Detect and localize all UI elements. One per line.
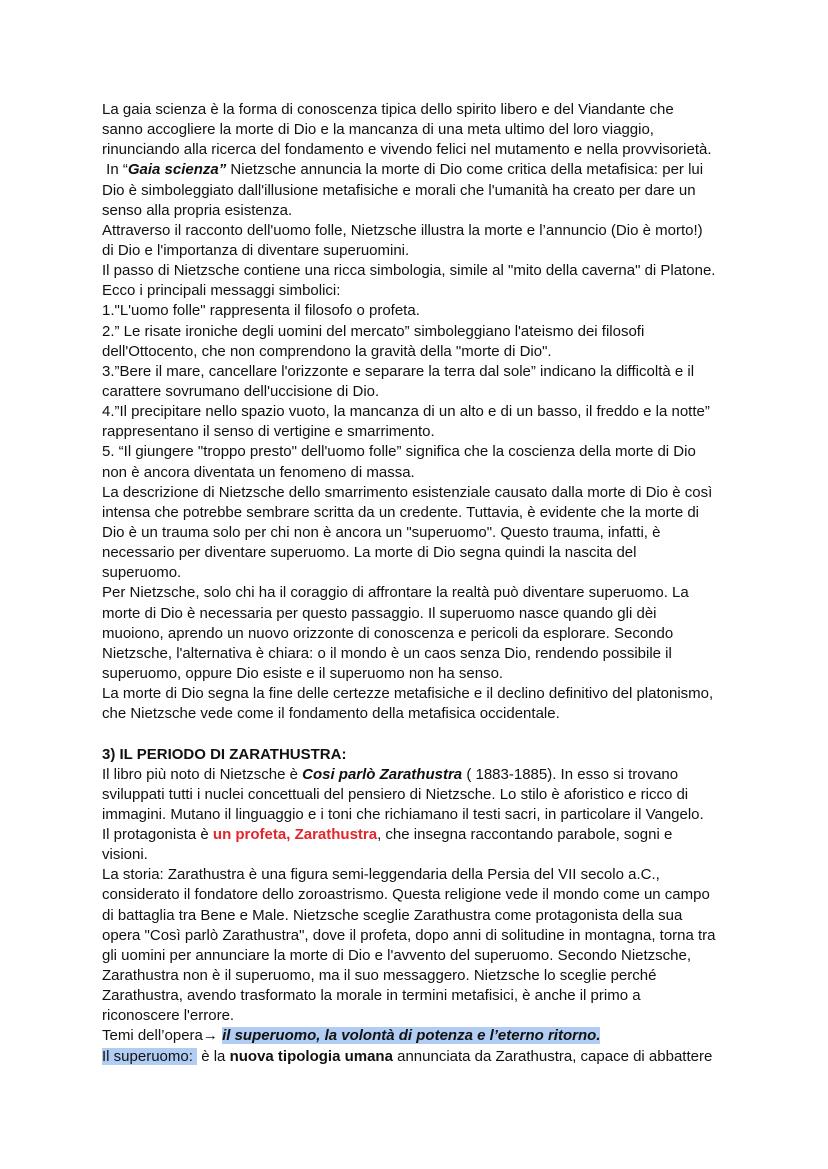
text-segment: 3.”Bere il mare, cancellare l'orizzonte e separare la terra dal sole” indicano la difficoltà e il xyxy=(102,362,695,380)
text-line xyxy=(102,301,762,321)
text-segment: Il libro più noto di Nietzsche è xyxy=(102,765,303,783)
text-line xyxy=(102,342,762,362)
text-segment: Il protagonista è xyxy=(102,826,213,844)
text-segment: La descrizione di Nietzsche dello smarrimento esistenziale causato dalla morte di Dio è così xyxy=(102,483,713,501)
text-line xyxy=(102,563,762,583)
text-line xyxy=(102,704,762,724)
text-segment: , che insegna raccontando parabole, sogni e xyxy=(377,826,673,844)
text-line xyxy=(102,241,762,261)
text-line xyxy=(102,724,762,744)
text-line xyxy=(102,442,762,462)
text-line xyxy=(102,825,762,845)
text-segment: Dio è un trauma solo per chi non è ancora un "superuomo". Questo trauma, infatti, è xyxy=(102,523,661,541)
text-line xyxy=(102,604,762,624)
emphasized-red-text: un profeta, Zarathustra xyxy=(212,826,378,844)
text-segment: sanno accogliere la morte di Dio e la mancanza di una meta ultimo del loro viaggio, xyxy=(102,121,654,139)
emphasized-text: Cosi parlò Zarathustra xyxy=(302,765,463,783)
text-line xyxy=(102,322,762,342)
text-segment: considerato il fondatore dello zoroastrismo. Questa religione vede il mondo come un campo xyxy=(102,886,710,904)
text-line xyxy=(102,362,762,382)
text-line xyxy=(102,523,762,543)
text-segment: rappresentano il senso di vertigine e smarrimento. xyxy=(102,423,435,441)
text-segment: Il passo di Nietzsche contiene una ricca simbologia, simile al "mito della caverna" di Platone. xyxy=(102,262,716,280)
text-segment: di Dio e l'importanza di diventare superuomini. xyxy=(102,241,410,259)
text-line xyxy=(102,281,762,301)
highlighted-text: il superuomo, la volontà di potenza e l’eterno ritorno. xyxy=(222,1027,601,1045)
text-line xyxy=(102,181,762,201)
text-segment: In “ xyxy=(102,161,128,179)
text-segment: Dio è simboleggiato dall'illusione metafisiche e morali che l'umanità ha creato per dare un xyxy=(102,181,696,199)
text-line xyxy=(102,140,762,160)
text-line xyxy=(102,100,762,120)
text-line xyxy=(102,765,762,785)
text-segment: superuomo, oppure Dio esiste e il superuomo non ha senso. xyxy=(102,664,504,682)
text-segment: Zarathustra, avendo trasformato la morale in termini metafisici, è anche il primo a xyxy=(102,987,641,1005)
text-segment: necessario per diventare superuomo. La morte di Dio segna quindi la nascita del xyxy=(102,544,637,562)
text-line xyxy=(102,402,762,422)
text-segment: che Nietzsche vede come il fondamento della metafisica occidentale. xyxy=(102,705,560,723)
text-segment: La storia: Zarathustra è una figura semi-leggendaria della Persia del VII secolo a.C., xyxy=(102,866,660,884)
text-line xyxy=(102,160,762,180)
text-segment: Per Nietzsche, solo chi ha il coraggio di affrontare la realtà può diventare superuomo. La xyxy=(102,584,689,602)
text-segment: annunciata da Zarathustra, capace di abbattere xyxy=(392,1047,713,1065)
text-line xyxy=(102,644,762,664)
emphasized-text: Gaia scienza” xyxy=(127,161,227,179)
text-segment: 1."L'uomo folle" rappresenta il filosofo o profeta. xyxy=(102,302,420,320)
text-line xyxy=(102,201,762,221)
text-line xyxy=(102,422,762,442)
text-segment: Temi dell’opera→ xyxy=(102,1027,223,1045)
text-line xyxy=(102,845,762,865)
text-line xyxy=(102,885,762,905)
text-segment: 5. “Il giungere "troppo presto" dell'uomo folle” significa che la coscienza della morte di Dio xyxy=(102,443,696,461)
text-segment: è la xyxy=(197,1047,230,1065)
text-line xyxy=(102,966,762,986)
text-segment: Nietzsche annuncia la morte di Dio come critica della metafisica: per lui xyxy=(226,161,704,179)
text-segment: Zarathustra non è il superuomo, ma il suo messaggero. Nietzsche lo sceglie perché xyxy=(102,967,657,985)
text-segment: rinunciando alla ricerca del fondamento e vivendo felici nel mutamento e nella provvisorietà. xyxy=(102,141,712,159)
text-line xyxy=(102,926,762,946)
text-line xyxy=(102,221,762,241)
text-segment: visioni. xyxy=(102,846,148,864)
text-segment: Ecco i principali messaggi simbolici: xyxy=(102,282,341,300)
text-line xyxy=(102,382,762,402)
text-segment: 4.”Il precipitare nello spazio vuoto, la mancanza di un alto e di un basso, il freddo e la notte” xyxy=(102,403,710,421)
text-line xyxy=(102,463,762,483)
emphasized-text: 3) IL PERIODO DI ZARATHUSTRA: xyxy=(102,745,347,763)
text-line xyxy=(102,1026,762,1046)
text-line xyxy=(102,986,762,1006)
text-segment: 2.” Le risate ironiche degli uomini del mercato” simboleggiano l'ateismo dei filosofi xyxy=(102,322,645,340)
text-segment: opera "Così parlò Zarathustra", dove il profeta, dopo anni di solitudine in montagna, torna tra xyxy=(102,926,716,944)
text-line xyxy=(102,906,762,926)
text-line xyxy=(102,664,762,684)
text-line xyxy=(102,543,762,563)
text-segment: Attraverso il racconto dell'uomo folle, Nietzsche illustra la morte e l’annuncio (Dio è morto!) xyxy=(102,221,703,239)
highlighted-text: Il superuomo: xyxy=(102,1047,198,1065)
text-segment: carattere sovrumano dell'uccisione di Dio. xyxy=(102,382,380,400)
text-segment: morte di Dio è necessaria per questo passaggio. Il superuomo nasce quando gli dèi xyxy=(102,604,657,622)
text-segment: La gaia scienza è la forma di conoscenza tipica dello spirito libero e del Viandante che xyxy=(102,101,674,118)
text-line xyxy=(102,946,762,966)
text-segment: senso alla propria esistenza. xyxy=(102,201,293,219)
text-segment: Nietzsche, l'alternativa è chiara: o il mondo è un caos senza Dio, rendendo possibile il xyxy=(102,644,672,662)
text-segment: immagini. Mutano il linguaggio e i toni che richiamano il testi sacri, in particolare il Vangelo. xyxy=(102,805,704,823)
text-line xyxy=(102,261,762,281)
text-line xyxy=(102,583,762,603)
text-line xyxy=(102,1006,762,1026)
text-segment: sviluppati tutti i nuclei concettuali del pensiero di Nietzsche. Lo stilo è aforistico e ricco di xyxy=(102,785,689,803)
text-line xyxy=(102,805,762,825)
text-line xyxy=(102,1047,762,1067)
text-segment: di battaglia tra Bene e Male. Nietzsche sceglie Zarathustra come protagonista della sua xyxy=(102,906,683,924)
section-heading xyxy=(102,745,762,765)
text-line xyxy=(102,483,762,503)
text-segment: dell'Ottocento, che non comprendono la gravità della "morte di Dio". xyxy=(102,342,552,360)
text-line xyxy=(102,120,762,140)
emphasized-text: nuova tipologia umana xyxy=(229,1047,393,1065)
text-segment: riconoscere l'errore. xyxy=(102,1007,235,1025)
text-segment: gli uomini per annunciare la morte di Dio e l'avvento del superuomo. Secondo Nietzsche, xyxy=(102,946,692,964)
text-segment: intensa che potrebbe sembrare scritta da un credente. Tuttavia, è evidente che la morte di xyxy=(102,503,700,521)
text-segment: La morte di Dio segna la fine delle certezze metafisiche e il declino definitivo del platonismo, xyxy=(102,685,714,703)
document-page xyxy=(102,100,762,1067)
text-line xyxy=(102,865,762,885)
text-segment: superuomo. xyxy=(102,564,182,582)
text-segment: muoiono, aprendo un nuovo orizzonte di conoscenza e pericoli da esplorare. Secondo xyxy=(102,624,674,642)
text-segment: non è ancora diventata un fenomeno di massa. xyxy=(102,463,415,481)
text-segment: ( 1883-1885). In esso si trovano xyxy=(462,765,679,783)
text-line xyxy=(102,624,762,644)
text-line xyxy=(102,503,762,523)
text-line xyxy=(102,785,762,805)
text-line xyxy=(102,684,762,704)
